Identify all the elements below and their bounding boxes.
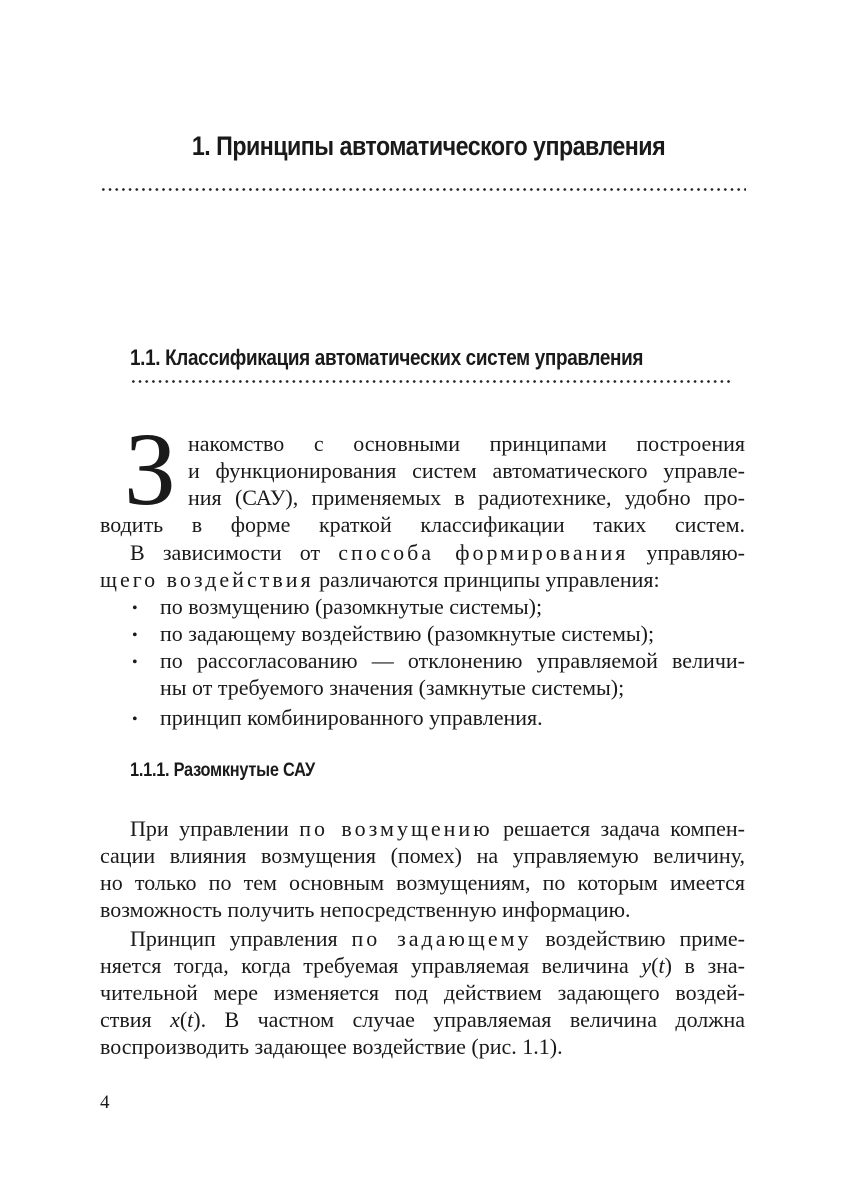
para4-line-5: воспроизводить задающее воздействие (рис. 1.1). bbox=[100, 1034, 563, 1059]
bullet-icon: • bbox=[132, 600, 138, 617]
spaced-emphasis: по задающему bbox=[351, 926, 532, 951]
para2-line-2: щего воздействия различаются принципы управления: bbox=[100, 567, 660, 592]
intro-line-1: накомство с основными принципами построения bbox=[188, 431, 745, 456]
chapter-title-dotted-rule bbox=[100, 187, 746, 192]
spaced-emphasis: щего воздействия bbox=[100, 567, 314, 592]
bullet-icon: • bbox=[132, 627, 138, 644]
bullet-icon: • bbox=[132, 711, 138, 728]
para3-line-3: но только по тем основным возмущениям, по которым имеется bbox=[100, 870, 745, 895]
math-variable: t bbox=[187, 1007, 194, 1032]
math-variable: x bbox=[170, 1007, 180, 1032]
para3-line-4: возможность получить непосредственную информацию. bbox=[100, 897, 631, 922]
para4-line-3: чительной мере изменяется под действием задающего воздей- bbox=[100, 980, 745, 1005]
para2-line-1: В зависимости от способа формирования управляю- bbox=[130, 540, 745, 565]
math-variable: y bbox=[641, 953, 652, 978]
intro-line-4: водить в форме краткой классификации таких систем. bbox=[100, 512, 745, 537]
list-item-continuation: ны от требуемого значения (замкнутые системы); bbox=[160, 675, 625, 700]
list-item: по задающему воздействию (разомкнутые системы); bbox=[160, 621, 655, 646]
spaced-emphasis: по возмущению bbox=[299, 816, 493, 841]
section-title-dotted-rule bbox=[130, 379, 730, 384]
list-item: принцип комбинированного управления. bbox=[160, 705, 543, 730]
subsection-title: 1.1.1. Разомкнутые САУ bbox=[130, 760, 315, 781]
para4-line-4: ствия x(t). В частном случае управляемая величина должна bbox=[100, 1007, 745, 1032]
math-variable: t bbox=[658, 953, 665, 978]
drop-cap: З bbox=[124, 412, 177, 527]
intro-line-3: ния (САУ), применяемых в радиотехнике, удобно про- bbox=[188, 485, 745, 510]
bullet-icon: • bbox=[132, 654, 138, 671]
para3-line-2: сации влияния возмущения (помех) на управляемую величину, bbox=[100, 843, 745, 868]
spaced-emphasis: способа формирования bbox=[338, 540, 629, 565]
intro-line-2: и функционирования систем автоматического управле- bbox=[188, 458, 745, 483]
para4-line-1: Принцип управления по задающему воздействию приме- bbox=[130, 926, 745, 951]
para4-line-2: няется тогда, когда требуемая управляемая величина y(t) в зна- bbox=[100, 953, 745, 978]
para3-line-1: При управлении по возмущению решается задача компен- bbox=[130, 816, 746, 841]
page-number: 4 bbox=[100, 1092, 110, 1113]
list-item: по возмущению (разомкнутые системы); bbox=[160, 594, 543, 619]
list-item: по рассогласованию — отклонению управляемой величи- bbox=[160, 648, 745, 673]
section-title: 1.1. Классификация автоматических систем управления bbox=[130, 345, 644, 370]
chapter-title: 1. Принципы автоматического управления bbox=[191, 131, 666, 161]
